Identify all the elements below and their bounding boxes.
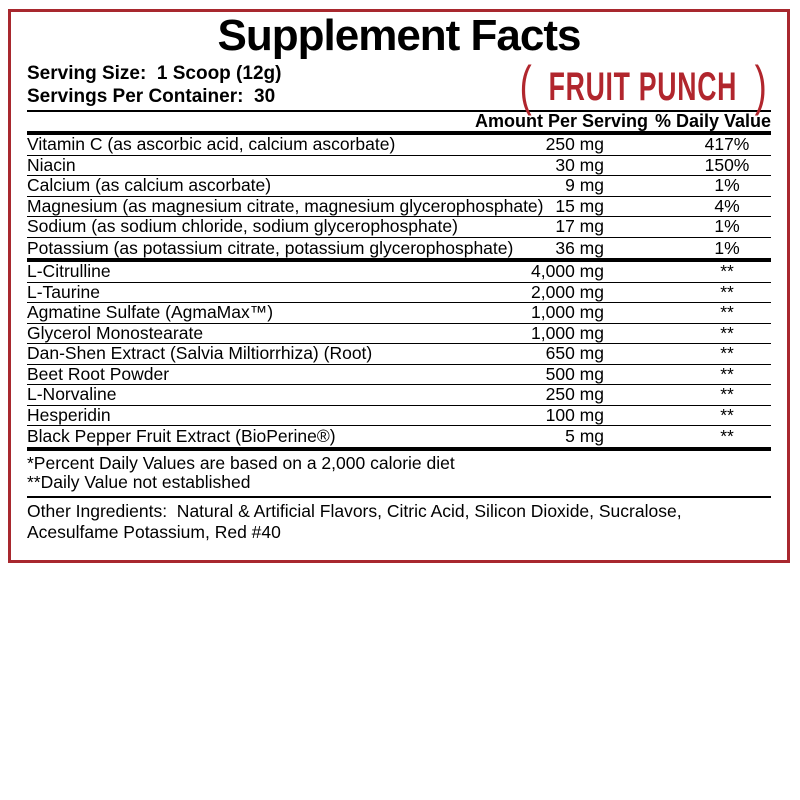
ingredient-daily-value: 4% <box>714 195 740 216</box>
flavor-paren-open: ( <box>519 55 532 117</box>
page-title: Supplement Facts <box>217 11 581 60</box>
ingredient-name: Agmatine Sulfate (AgmaMax™) <box>27 302 274 322</box>
ingredient-amount: 36 mg <box>555 237 604 258</box>
ingredient-name: Dan-Shen Extract (Salvia Miltiorrhiza) (Root) <box>27 343 373 363</box>
ingredient-amount: 5 mg <box>565 426 604 446</box>
ingredient-daily-value: ** <box>720 363 734 384</box>
table-row <box>27 176 771 197</box>
footnotes <box>27 451 771 496</box>
ingredient-amount: 15 mg <box>555 195 604 216</box>
ingredient-daily-value: 150% <box>704 154 750 175</box>
table-row <box>27 365 771 386</box>
ingredient-daily-value: ** <box>720 404 734 425</box>
ingredient-amount: 250 mg <box>545 134 604 154</box>
footnote-dv-not-established: **Daily Value not established <box>27 472 251 492</box>
ingredient-daily-value: ** <box>720 302 734 322</box>
ingredient-name: Sodium (as sodium chloride, sodium glycerophosphate) <box>27 216 458 236</box>
ingredient-daily-value: 1% <box>714 237 740 258</box>
ingredient-daily-value: 417% <box>704 134 750 154</box>
nutrients-section <box>27 135 771 258</box>
ingredient-name: Niacin <box>27 154 76 175</box>
table-row <box>27 238 771 259</box>
table-row <box>27 135 771 156</box>
ingredient-amount: 2,000 mg <box>531 281 604 302</box>
table-row <box>27 262 771 283</box>
column-header-amount: Amount Per Serving <box>474 111 648 131</box>
footnote-percent-dv: *Percent Daily Values are based on a 2,000 calorie diet <box>27 452 455 473</box>
ingredient-amount: 30 mg <box>555 154 604 175</box>
ingredient-daily-value: ** <box>720 322 734 343</box>
ingredient-daily-value: 1% <box>714 175 740 195</box>
ingredient-daily-value: ** <box>720 281 734 302</box>
other-ingredients: Other Ingredients: Natural & Artificial Flavors, Citric Acid, Silicon Dioxide, Sucralose, Acesulfame Potassium, Red #40 <box>27 500 686 542</box>
ingredient-amount: 100 mg <box>545 404 604 425</box>
ingredient-name: Magnesium (as magnesium citrate, magnesium glycerophosphate) <box>27 195 544 216</box>
ingredient-amount: 250 mg <box>545 384 604 404</box>
ingredient-daily-value: 1% <box>714 216 740 236</box>
column-header-daily-value: % Daily Value <box>654 111 771 131</box>
ingredient-daily-value: ** <box>720 426 734 446</box>
ingredient-amount: 500 mg <box>545 363 604 384</box>
ingredient-name: L-Taurine <box>27 281 100 302</box>
table-row <box>27 283 771 304</box>
table-row <box>27 385 771 406</box>
flavor-name: FRUIT PUNCH <box>548 63 738 109</box>
ingredient-name: L-Norvaline <box>27 384 117 404</box>
table-row <box>27 217 771 238</box>
blend-section <box>27 262 771 447</box>
ingredient-amount: 9 mg <box>565 175 604 195</box>
ingredient-amount: 4,000 mg <box>531 261 604 281</box>
ingredient-name: Calcium (as calcium ascorbate) <box>27 175 272 195</box>
table-row <box>27 406 771 427</box>
flavor-badge <box>517 55 769 117</box>
ingredient-name: Glycerol Monostearate <box>27 322 204 343</box>
ingredient-amount: 1,000 mg <box>531 322 604 343</box>
supplement-facts-label <box>8 9 790 563</box>
ingredient-name: Hesperidin <box>27 404 111 425</box>
ingredient-amount: 17 mg <box>555 216 604 236</box>
ingredient-amount: 650 mg <box>545 343 604 363</box>
ingredient-daily-value: ** <box>720 261 734 281</box>
ingredient-name: Beet Root Powder <box>27 363 170 384</box>
table-row <box>27 303 771 324</box>
ingredient-name: Vitamin C (as ascorbic acid, calcium ascorbate) <box>27 134 396 154</box>
column-header-row <box>27 112 771 131</box>
ingredient-daily-value: ** <box>720 343 734 363</box>
table-row <box>27 156 771 177</box>
flavor-paren-close: ) <box>754 55 767 117</box>
serving-size: Serving Size: 1 Scoop (12g) <box>27 63 282 84</box>
ingredient-name: Potassium (as potassium citrate, potassium glycerophosphate) <box>27 237 514 258</box>
table-row <box>27 344 771 365</box>
table-row <box>27 197 771 218</box>
table-row <box>27 324 771 345</box>
ingredient-daily-value: ** <box>720 384 734 404</box>
ingredient-name: L-Citrulline <box>27 261 111 281</box>
servings-per-container: Servings Per Container: 30 <box>27 86 276 107</box>
table-row <box>27 426 771 447</box>
ingredient-name: Black Pepper Fruit Extract (BioPerine®) <box>27 426 336 446</box>
ingredient-amount: 1,000 mg <box>531 302 604 322</box>
